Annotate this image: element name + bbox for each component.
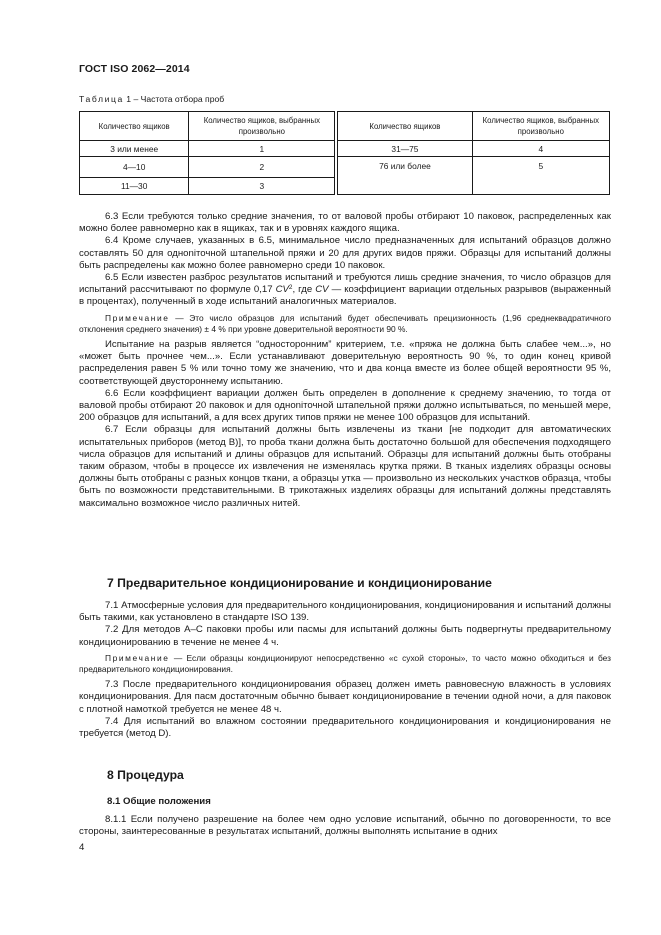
table-cell: 2 — [189, 157, 335, 178]
table-header-cell: Количество ящиков, выбранных произвольно — [472, 112, 609, 141]
table-cell: 1 — [189, 141, 335, 157]
page-number: 4 — [79, 842, 85, 853]
table-cell: 3 или менее — [80, 141, 189, 157]
table-caption-text: 1 – Частота отбора проб — [123, 94, 225, 104]
sampling-frequency-table — [79, 111, 610, 195]
table-header-cell: Количество ящиков — [80, 112, 189, 141]
paragraph-break-test: Испытание на разрыв является “односторонним” критерием, т.е. «пряжа не должна быть слабее чем...», но «может быть прочнее чем...». Если устанавливают доверительную вероятность 90 %, то один конец кривой распределения равен 5 % или точно тому же значению, что и два конца вместе из более общей вероятности 95 %, соответствующей двустороннему испытанию. — [79, 339, 611, 387]
note-label: Примечание — [105, 312, 170, 323]
table-row — [80, 157, 610, 178]
paragraph-6-4: 6.4 Кроме случаев, указанных в 6.5, минимальное число предназначенных для испытаний образцов должно составлять 50 для одноniточной штапельной пряжи и 20 для других видов пряжи. Образцы для испытаний должны быть распределены как можно более равномерно среди 10 паковок. — [79, 235, 611, 271]
paragraph-7-2: 7.2 Для методов А–С паковки пробы или пасмы для испытаний должны быть подвергнуты предварительному кондиционированию в течение не менее 4 ч. — [79, 624, 611, 648]
table-cell: 4—10 — [80, 157, 189, 178]
paragraph-6-6: 6.6 Если коэффициент вариации должен быть определен в дополнение к среднему значению, то тогда от валовой пробы отбирают 20 паковок и для одноniточной штапельной пряжи должно испытываться, по меньшей мере, 200 образцов для испытаний, а для всех других типов пряжи не менее 100 образцов для испытаний. — [79, 387, 611, 424]
section8-text-block — [79, 814, 611, 838]
formula-exponent: 2 — [288, 284, 293, 292]
paragraph-6-5 — [79, 272, 611, 309]
text-run: — коэффициент вариации отдельных разрывов (выраженный в процентах), полученный в ходе испытаний аналогичных материалов. — [79, 284, 611, 308]
note-label: Примечание — [105, 652, 170, 663]
table-cell: 31—75 — [338, 141, 472, 157]
table-cell: 3 — [189, 178, 335, 195]
table-caption — [79, 94, 224, 104]
note-6-5 — [79, 313, 611, 335]
table-caption-label: Таблица — [79, 94, 124, 104]
section7-text-block — [79, 600, 611, 740]
formula-variable: CV — [275, 284, 289, 296]
subsection-8-1-heading: 8.1 Общие положения — [107, 796, 211, 807]
table-row — [80, 141, 610, 157]
table-header-cell: Количество ящиков — [338, 112, 472, 141]
text-run: , где — [292, 284, 316, 296]
section-8-heading: 8 Процедура — [107, 768, 184, 782]
section6-text-block — [79, 211, 611, 510]
text-run: 6.5 Если известен разброс результатов испытаний и требуются лишь средние значения, то число образцов для испытаний рассчитывают по формуле 0,17 — [79, 272, 611, 296]
table-header-cell: Количество ящиков, выбранных произвольно — [189, 112, 335, 141]
paragraph-7-3: 7.3 После предварительного кондиционирования образец должен иметь равновесную влажность в условиях кондиционирования. Для пасм достаточным обычно бывает кондиционирование в течении одной ночи, а для паковок с плотной намоткой требуется не менее 48 ч. — [79, 679, 611, 715]
table-gap — [335, 178, 338, 195]
section-7-heading: 7 Предварительное кондиционирование и кондиционирование — [107, 576, 492, 590]
formula-variable: CV — [315, 284, 329, 296]
standard-header: ГОСТ ISO 2062—2014 — [79, 63, 190, 75]
paragraph-7-4: 7.4 Для испытаний во влажном состоянии предварительного кондиционирования и кондиционирования не требуется (метод D). — [79, 715, 611, 740]
table-cell: 5 — [472, 157, 609, 195]
note-text: — Если образцы кондиционируют непосредственно «с сухой стороны», то часто можно обходиться и без предварительного кондиционирования. — [79, 652, 611, 675]
paragraph-8-1-1: 8.1.1 Если получено разрешение на более чем одно условие испытаний, обычно по договоренности, то все стороны, заинтересованные в результатах испытаний, должны выполнять испытание в одних — [79, 814, 611, 838]
note-text: — Это число образцов для испытаний будет обеспечивать прецизионность (1,96 среднеквадратичного отклонения среднего значения) ± 4 % при уровне доверительной вероятности 90 %. — [79, 312, 611, 334]
table-cell: 11—30 — [80, 178, 189, 195]
table-header-row — [80, 112, 610, 141]
table-cell: 4 — [472, 141, 609, 157]
paragraph-6-7: 6.7 Если образцы для испытаний должны быть извлечены из ткани [не подходит для автоматических испытательных приборов (метод В)], то проба ткани должна быть достаточно большой для обеспечения подходящего числа образцов для испытаний и длины образцов для испытаний. Образцы для испытаний должны быть отобраны таким образом, чтобы в процессе их извлечения не изменялась крутка пряжи. В тканых изделиях образцы основы должны быть отобраны с разных концов ткани, а образцы утка — произвольно из нескольких участков образца, чтобы быть по возможности представительными. В трикотажных изделиях образцы для испытаний должны представлять максимально возможное число различных нитей. — [79, 424, 611, 509]
paragraph-7-1: 7.1 Атмосферные условия для предварительного кондиционирования, кондиционирования и испытаний должны быть такими, как установлено в стандарте ISO 139. — [79, 600, 611, 624]
paragraph-6-3: 6.3 Если требуются только средние значения, то от валовой пробы отбирают 10 паковок, распределенных как можно более равномерно как в ящиках, так и в уровнях каждого ящика. — [79, 211, 611, 235]
note-7-2 — [79, 653, 611, 675]
table-cell: 76 или более — [338, 157, 472, 195]
